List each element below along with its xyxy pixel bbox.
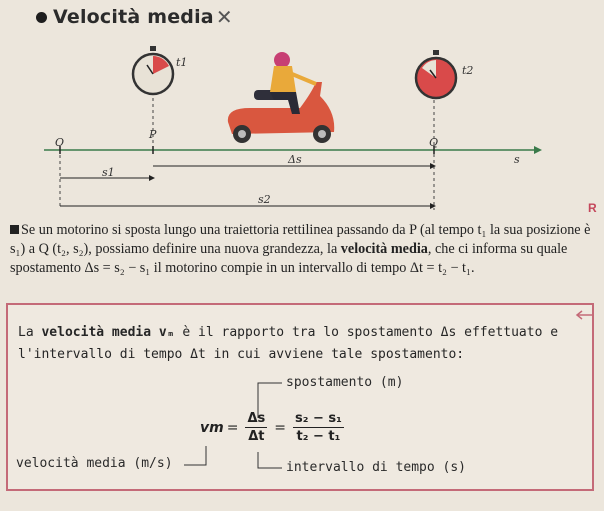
page-title: Velocità media [53, 6, 214, 28]
s2-label: s2 [258, 193, 271, 206]
fraction-values-den: t₂ − t₁ [296, 429, 341, 444]
speaker-icon[interactable] [10, 225, 19, 234]
definition-text [18, 322, 588, 365]
origin-label: O [55, 136, 65, 149]
annotation-bottom: intervallo di tempo (s) [286, 460, 467, 475]
title-bullet-icon [36, 12, 47, 23]
fraction-delta [245, 411, 267, 444]
cross-mark-icon: ✕ [215, 5, 233, 29]
side-mark: R [588, 201, 597, 215]
paragraph-text-part1: Se un motorino si sposta lungo una traiettoria rettilinea passando da P (al tempo t₁ la sua posizione è s₁) a Q (t₂, s₂), possiamo definire una nuova grandezza, la [10, 222, 591, 257]
q-label: Q [429, 136, 439, 149]
fraction-delta-den: Δt [248, 429, 265, 444]
scooter-icon [228, 52, 334, 143]
arrow-left-icon [575, 309, 595, 321]
motion-diagram [0, 30, 604, 220]
s1-label: s1 [102, 166, 115, 179]
fraction-delta-num: Δs [247, 411, 266, 426]
axis-label: s [514, 153, 520, 166]
delta-s-label: Δs [288, 153, 302, 166]
definition-bold-term: velocità media [41, 325, 152, 340]
intro-paragraph [10, 221, 594, 278]
paragraph-text-part2: , che ci informa su quale spostamento Δs = s₂ − s₁ il motorino compie in un intervallo di tempo Δt = t₂ − t₁. [10, 241, 568, 276]
annotation-top: spostamento (m) [286, 375, 404, 390]
fraction-values [293, 411, 344, 444]
delta-s-arrowhead-icon [430, 163, 436, 169]
title-row [36, 4, 233, 30]
axis-arrow-icon [534, 146, 542, 154]
formula-eq-1: = [226, 419, 239, 436]
s1-arrowhead-icon [149, 175, 155, 181]
formula-lhs: vm [200, 419, 224, 436]
p-label: P [149, 128, 157, 141]
formula-eq-2: = [274, 419, 286, 436]
stopwatch-t1-icon [133, 46, 173, 94]
stopwatch-t2-icon [416, 50, 456, 98]
definition-symbol: vₘ [151, 325, 175, 340]
s2-arrowhead-icon [430, 203, 436, 209]
velocity-formula [200, 411, 348, 444]
clock2-label: t2 [462, 64, 474, 77]
definition-part2: è il rapporto tra lo spostamento Δs effettuato e l'intervallo di tempo Δt in cui avviene tale spostamento: [18, 325, 559, 362]
definition-part1: La [18, 325, 42, 340]
paragraph-bold-term: velocità media [340, 241, 428, 257]
clock1-label: t1 [176, 56, 188, 69]
fraction-values-num: s₂ − s₁ [295, 411, 342, 426]
annotation-left: velocità media (m/s) [16, 456, 173, 471]
